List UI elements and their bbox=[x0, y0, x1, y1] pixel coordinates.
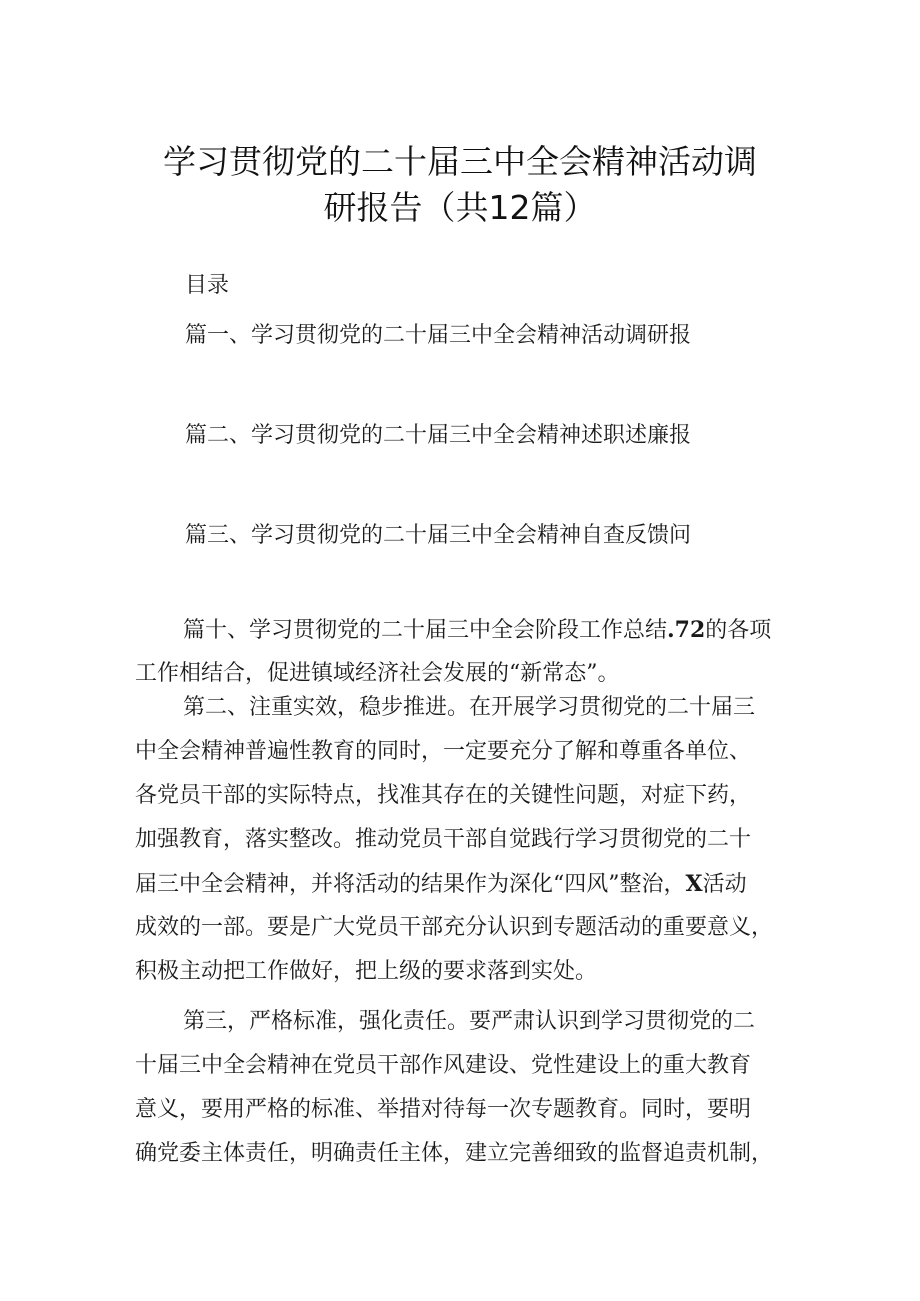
paragraph-2-line-1: 第二、注重实效，稳步推进。在开展学习贯彻党的二十届三 bbox=[183, 695, 756, 720]
paragraph-3-line-4: 确党委主体责任，明确责任主体，建立完善细致的监督追责机制， bbox=[135, 1141, 774, 1166]
paragraph-1-line-1-suffix: 的各项 bbox=[705, 618, 772, 643]
toc-item-2[interactable]: 篇二、学习贯彻党的二十届三中全会精神述职述廉报 bbox=[185, 423, 692, 448]
paragraph-1-line-2: 工作相结合，促进镇域经济社会发展的“新常态”。 bbox=[135, 661, 620, 686]
paragraph-2-line-4: 加强教育，落实整改。推动党员干部自觉践行学习贯彻党的二十 bbox=[135, 827, 752, 852]
paragraph-3-line-2: 十届三中全会精神在党员干部作风建设、党性建设上的重大教育 bbox=[135, 1053, 752, 1078]
paragraph-2-line-5 bbox=[135, 862, 795, 906]
paragraph-1 bbox=[135, 608, 795, 696]
document-title-line-2: 研报告（共12篇） bbox=[323, 188, 597, 227]
paragraph-3-line-3: 意义，要用严格的标准、举措对待每一次专题教育。同时，要明 bbox=[135, 1097, 752, 1122]
document-title-line-1: 学习贯彻党的二十届三中全会精神活动调 bbox=[163, 142, 757, 181]
paragraph-2-line-5-suffix: 活动 bbox=[702, 872, 747, 897]
toc-item-3[interactable]: 篇三、学习贯彻党的二十届三中全会精神自查反馈问 bbox=[185, 523, 692, 548]
paragraph-2-line-5-text: 届三中全会精神，并将活动的结果作为深化“四风”整治， bbox=[135, 872, 686, 897]
paragraph-1-line-1-text: 篇十、学习贯彻党的二十届三中全会阶段工作总结 bbox=[183, 618, 668, 643]
paragraph-1-bold-number: .72 bbox=[667, 617, 706, 643]
paragraph-3-line-1: 第三，严格标准，强化责任。要严肃认识到学习贯彻党的二 bbox=[183, 1009, 756, 1034]
paragraph-2-line-7: 积极主动把工作做好，把上级的要求落到实处。 bbox=[135, 959, 598, 984]
paragraph-1-line-1 bbox=[135, 608, 795, 652]
paragraph-2 bbox=[135, 686, 795, 994]
paragraph-2-line-3: 各党员干部的实际特点，找准其存在的关键性问题，对症下药， bbox=[135, 783, 752, 808]
toc-heading: 目录 bbox=[185, 273, 230, 298]
toc-item-1[interactable]: 篇一、学习贯彻党的二十届三中全会精神活动调研报 bbox=[185, 323, 692, 348]
paragraph-2-line-6: 成效的一部。要是广大党员干部充分认识到专题活动的重要意义， bbox=[135, 915, 774, 940]
paragraph-3 bbox=[135, 1000, 795, 1176]
paragraph-2-bold-letter: X bbox=[685, 871, 703, 897]
paragraph-2-line-2: 中全会精神普遍性教育的同时，一定要充分了解和尊重各单位、 bbox=[135, 739, 752, 764]
